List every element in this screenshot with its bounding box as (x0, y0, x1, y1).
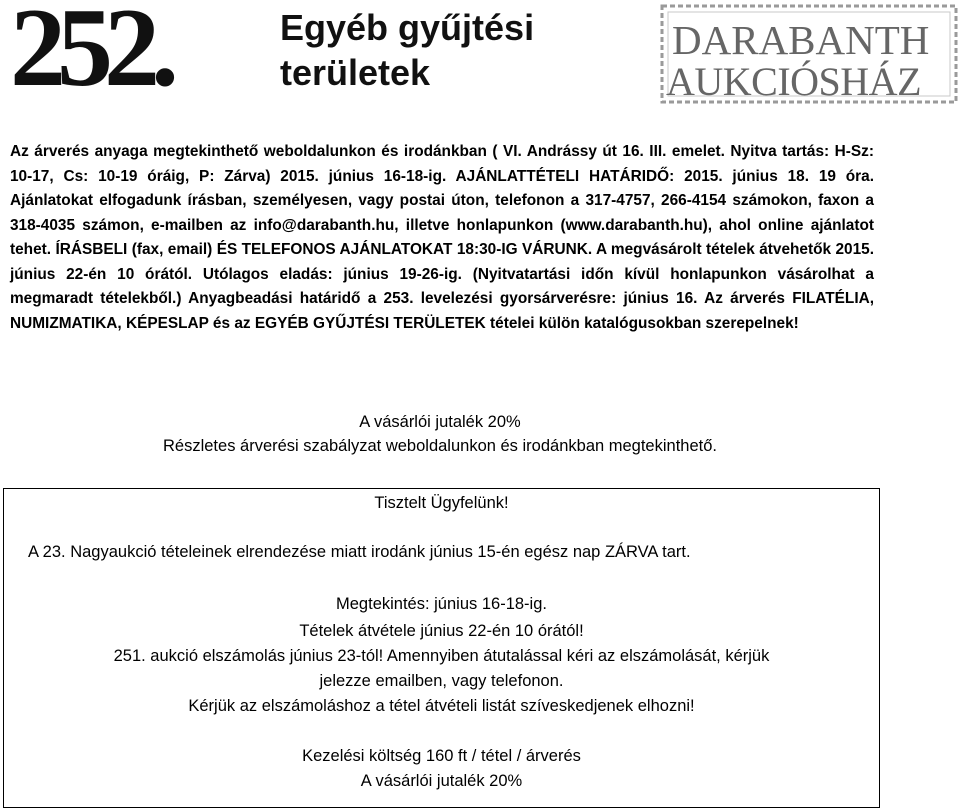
notice-pickup: Tételek átvétele június 22-én 10 órától! (299, 622, 584, 640)
catalog-title (280, 5, 640, 95)
notice-handling-fee: Kezelési költség 160 ft / tétel / árverés (302, 747, 581, 765)
notice-greeting: Tisztelt Ügyfelünk! (374, 494, 509, 512)
commission-info (0, 410, 880, 458)
notice-closed: A 23. Nagyaukció tételeinek elrendezése miatt irodánk június 15-én egész nap ZÁRVA tart. (28, 543, 691, 561)
rules-note: Részletes árverési szabályzat weboldalunkon és irodánkban megtekinthető. (163, 437, 717, 455)
logo-line2: AUKCIÓSHÁZ (666, 59, 921, 104)
notice-settlement-2: jelezze emailben, vagy telefonon. (319, 672, 564, 690)
notice-settlement-1: 251. aukció elszámolás június 23-tól! Amennyiben átutalással kéri az elszámolását, kérjük (113, 647, 770, 665)
notice-settlement-3: Kérjük az elszámoláshoz a tétel átvételi listát szíveskedjenek elhozni! (188, 697, 695, 715)
notice-viewing: Megtekintés: június 16-18-ig. (336, 595, 547, 613)
intro-paragraph: Az árverés anyaga megtekinthető weboldalunkon és irodánkban ( VI. Andrássy út 16. III. emelet. Nyitva tartás: H-Sz: 10-17, Cs: 10-19 óráig, P: Zárva) 2015. június 16-18-ig. AJÁNLATTÉTELI HATÁRIDŐ: 2015. június 18. 19 óra. Ajánlatokat elfogadunk írásban, személyesen, vagy postai úton, telefonon a 317-4757, 266-4154 számokon, faxon a 318-4035 számon, e-mailben az info@darabanth.hu, illetve honlapunkon (www.darabanth.hu), ahol online ajánlatot tehet. ÍRÁSBELI (fax, email) ÉS TELEFONOS AJÁNLATOKAT 18:30-IG VÁRUNK. A megvásárolt tételek átvehetők 2015. június 22-én 10 órától. Utólagos eladás: június 19-26-ig. (Nyitvatartási időn kívül honlapunkon vásárolhat a megmaradt tételekből.) Anyagbeadási határidő a 253. levelezési gyorsárverésre: június 16. Az árverés FILATÉLIA, NUMIZMATIKA, KÉPESLAP és az EGYÉB GYŰJTÉSI TERÜLETEK tételei külön katalógusokban szerepelnek! (10, 143, 874, 332)
notice-commission: A vásárlói jutalék 20% (360, 772, 523, 790)
customer-notice-box (3, 488, 880, 808)
logo-line1: DARABANTH (672, 17, 930, 63)
catalog-title-line2: területek (280, 52, 431, 93)
darabanth-logo (660, 4, 958, 104)
auction-number: 252. (10, 0, 170, 110)
commission-rate: A vásárlói jutalék 20% (359, 413, 521, 431)
page-header (0, 0, 960, 120)
catalog-title-line1: Egyéb gyűjtési (280, 7, 535, 48)
